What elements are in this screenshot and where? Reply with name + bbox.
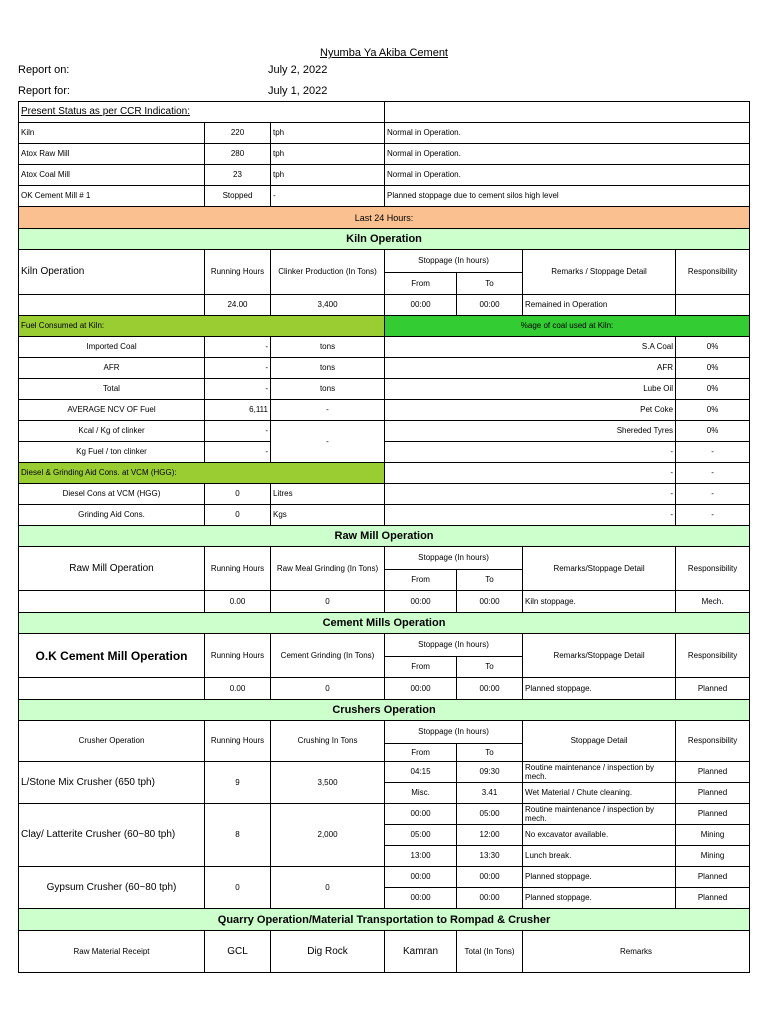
crusher-resp: Mining [676,846,750,867]
status-unit: - [271,186,385,207]
crusher-running: 8 [205,804,271,867]
crusher-to: 12:00 [457,825,523,846]
kiln-resp [676,295,750,316]
crusher-row [19,762,750,783]
coal-pct: 0% [676,421,750,442]
crusher-prod: 0 [271,867,385,909]
coal-pct: 0% [676,358,750,379]
coal-pct: - [676,463,750,484]
coal-name: Pet Coke [385,400,676,421]
raw-mill-h-from: From [385,570,457,591]
crusher-to: 00:00 [457,888,523,909]
crusher-detail: Lunch break. [523,846,676,867]
quarry-h-total: Total (In Tons) [457,931,523,973]
kiln-h-stoppage: Stoppage (In hours) [385,250,523,273]
status-unit: tph [271,144,385,165]
kiln-remark: Remained in Operation [523,295,676,316]
kiln-blank [19,295,205,316]
crusher-resp: Planned [676,762,750,783]
raw-mill-label: Raw Mill Operation [19,547,205,591]
report-table [18,101,750,973]
kiln-clinker: 3,400 [271,295,385,316]
quarry-h-kamran: Kamran [385,931,457,973]
crusher-from: 13:00 [385,846,457,867]
raw-mill-h-to: To [457,570,523,591]
report-title: Nyumba Ya Akiba Cement [320,47,448,59]
fuel-unit: tons [271,337,385,358]
crusher-to: 09:30 [457,762,523,783]
diesel-heading: Diesel & Grinding Aid Cons. at VCM (HGG): [19,463,385,484]
cement-remark: Planned stoppage. [523,678,676,700]
diesel-unit: Kgs [271,505,385,526]
cement-h-resp: Responsibility [676,634,750,678]
cement-resp: Planned [676,678,750,700]
coal-name: - [385,463,676,484]
crusher-from: 05:00 [385,825,457,846]
crusher-resp: Mining [676,825,750,846]
kiln-running: 24.00 [205,295,271,316]
status-remark: Normal in Operation. [385,123,750,144]
cement-mill-label: O.K Cement Mill Operation [19,634,205,678]
crusher-label: Crusher Operation [19,721,205,762]
cement-running: 0.00 [205,678,271,700]
last-24-hours: Last 24 Hours: [19,207,750,229]
crusher-detail: Planned stoppage. [523,867,676,888]
crusher-detail: Planned stoppage. [523,888,676,909]
status-name: Atox Coal Mill [19,165,205,186]
fuel-row [19,358,750,379]
kiln-label: Kiln Operation [19,250,205,295]
status-unit: tph [271,123,385,144]
quarry-h-remarks: Remarks [523,931,750,973]
status-row-cement-mill [19,186,750,207]
fuel-row [19,400,750,421]
status-name: OK Cement Mill # 1 [19,186,205,207]
crusher-h-to: To [457,744,523,762]
status-remark: Normal in Operation. [385,165,750,186]
crusher-running: 0 [205,867,271,909]
fuel-name: AFR [19,358,205,379]
report-on-value: July 2, 2022 [268,64,328,76]
crusher-h-from: From [385,744,457,762]
crusher-h-prod: Crushing In Tons [271,721,385,762]
status-value: 23 [205,165,271,186]
report-for-label: Report for: [18,85,70,97]
crusher-from: 00:00 [385,804,457,825]
crusher-to: 3.41 [457,783,523,804]
status-heading: Present Status as per CCR Indication: [19,102,385,123]
crusher-detail: Wet Material / Chute cleaning. [523,783,676,804]
fuel-value: - [205,421,271,442]
raw-mill-h-resp: Responsibility [676,547,750,591]
crusher-row [19,867,750,888]
raw-mill-running: 0.00 [205,591,271,613]
fuel-name: AVERAGE NCV OF Fuel [19,400,205,421]
raw-mill-to: 00:00 [457,591,523,613]
kiln-to: 00:00 [457,295,523,316]
fuel-name: Total [19,379,205,400]
crusher-detail: Routine maintenance / inspection by mech. [523,804,676,825]
kiln-h-remarks: Remarks / Stoppage Detail [523,250,676,295]
status-row-coal-mill [19,165,750,186]
coal-pct: - [676,442,750,463]
diesel-value: 0 [205,505,271,526]
cement-h-to: To [457,657,523,678]
diesel-name: Diesel Cons at VCM (HGG) [19,484,205,505]
fuel-name: Kg Fuel / ton clinker [19,442,205,463]
crusher-running: 9 [205,762,271,804]
crusher-name-gypsum: Gypsum Crusher (60~80 tph) [19,867,205,909]
raw-mill-h-running: Running Hours [205,547,271,591]
quarry-header-row [19,931,750,973]
crusher-resp: Planned [676,888,750,909]
status-remark: Normal in Operation. [385,144,750,165]
status-name: Atox Raw Mill [19,144,205,165]
quarry-h-raw: Raw Material Receipt [19,931,205,973]
diesel-row [19,505,750,526]
fuel-value: - [205,379,271,400]
crusher-to: 13:30 [457,846,523,867]
raw-mill-data-row [19,591,750,613]
fuel-value: - [205,337,271,358]
coal-pct: 0% [676,400,750,421]
fuel-row [19,421,750,442]
crusher-h-resp: Responsibility [676,721,750,762]
quarry-h-gcl: GCL [205,931,271,973]
status-name: Kiln [19,123,205,144]
raw-mill-blank [19,591,205,613]
diesel-name: Grinding Aid Cons. [19,505,205,526]
status-heading-blank [385,102,750,123]
fuel-unit: - [271,400,385,421]
fuel-value: - [205,442,271,463]
cement-h-remarks: Remarks/Stoppage Detail [523,634,676,678]
status-value: Stopped [205,186,271,207]
fuel-unit-merged: - [271,421,385,463]
cement-blank [19,678,205,700]
raw-mill-h-stoppage: Stoppage (In hours) [385,547,523,570]
raw-mill-prod: 0 [271,591,385,613]
crusher-detail: Routine maintenance / inspection by mech. [523,762,676,783]
cement-h-running: Running Hours [205,634,271,678]
fuel-value: 6,111 [205,400,271,421]
status-remark: Planned stoppage due to cement silos high level [385,186,750,207]
crusher-to: 00:00 [457,867,523,888]
crusher-name-stone: L/Stone Mix Crusher (650 tph) [19,762,205,804]
kiln-h-clinker: Clinker Production (In Tons) [271,250,385,295]
coal-pct: - [676,505,750,526]
fuel-name: Imported Coal [19,337,205,358]
kiln-h-resp: Responsibility [676,250,750,295]
crusher-from: 04:15 [385,762,457,783]
cement-h-from: From [385,657,457,678]
crusher-h-running: Running Hours [205,721,271,762]
report-on-label: Report on: [18,64,70,76]
crusher-name-clay: Clay/ Latterite Crusher (60~80 tph) [19,804,205,867]
crushers-section-title: Crushers Operation [19,700,750,721]
cement-h-prod: Cement Grinding (In Tons) [271,634,385,678]
fuel-row [19,442,750,463]
crusher-resp: Planned [676,867,750,888]
report-for-value: July 1, 2022 [268,85,328,97]
fuel-name: Kcal / Kg of clinker [19,421,205,442]
crusher-prod: 3,500 [271,762,385,804]
crusher-detail: No excavator available. [523,825,676,846]
fuel-value: - [205,358,271,379]
raw-mill-resp: Mech. [676,591,750,613]
coal-pct: - [676,484,750,505]
kiln-h-to: To [457,273,523,295]
cement-section-title: Cement Mills Operation [19,613,750,634]
crusher-row [19,804,750,825]
diesel-value: 0 [205,484,271,505]
coal-name: S.A Coal [385,337,676,358]
coal-name: Shereded Tyres [385,421,676,442]
fuel-heading: Fuel Consumed at Kiln: [19,316,385,337]
crusher-resp: Planned [676,804,750,825]
kiln-h-from: From [385,273,457,295]
crusher-h-remarks: Stoppage Detail [523,721,676,762]
coal-name: Lube Oil [385,379,676,400]
status-value: 220 [205,123,271,144]
raw-mill-from: 00:00 [385,591,457,613]
status-value: 280 [205,144,271,165]
crusher-h-stoppage: Stoppage (In hours) [385,721,523,744]
diesel-row [19,484,750,505]
cement-to: 00:00 [457,678,523,700]
quarry-h-dig: Dig Rock [271,931,385,973]
raw-mill-section-title: Raw Mill Operation [19,526,750,547]
coal-pct: 0% [676,379,750,400]
kiln-data-row [19,295,750,316]
crusher-from: Misc. [385,783,457,804]
crusher-from: 00:00 [385,867,457,888]
cement-data-row [19,678,750,700]
status-row-kiln [19,123,750,144]
crusher-prod: 2,000 [271,804,385,867]
coal-name: - [385,442,676,463]
kiln-from: 00:00 [385,295,457,316]
quarry-section-title: Quarry Operation/Material Transportation to Rompad & Crusher [19,909,750,931]
coal-name: - [385,484,676,505]
cement-from: 00:00 [385,678,457,700]
kiln-h-running: Running Hours [205,250,271,295]
fuel-unit: tons [271,379,385,400]
fuel-unit: tons [271,358,385,379]
crusher-to: 05:00 [457,804,523,825]
status-row-raw-mill [19,144,750,165]
crusher-from: 00:00 [385,888,457,909]
coal-name: AFR [385,358,676,379]
crusher-resp: Planned [676,783,750,804]
status-unit: tph [271,165,385,186]
kiln-section-title: Kiln Operation [19,229,750,250]
raw-mill-remark: Kiln stoppage. [523,591,676,613]
diesel-unit: Litres [271,484,385,505]
cement-prod: 0 [271,678,385,700]
fuel-row [19,337,750,358]
coal-heading: %age of coal used at Kiln: [385,316,750,337]
coal-pct: 0% [676,337,750,358]
fuel-row [19,379,750,400]
cement-h-stoppage: Stoppage (In hours) [385,634,523,657]
raw-mill-h-remarks: Remarks/Stoppage Detail [523,547,676,591]
raw-mill-h-prod: Raw Meal Grinding (In Tons) [271,547,385,591]
coal-name: - [385,505,676,526]
